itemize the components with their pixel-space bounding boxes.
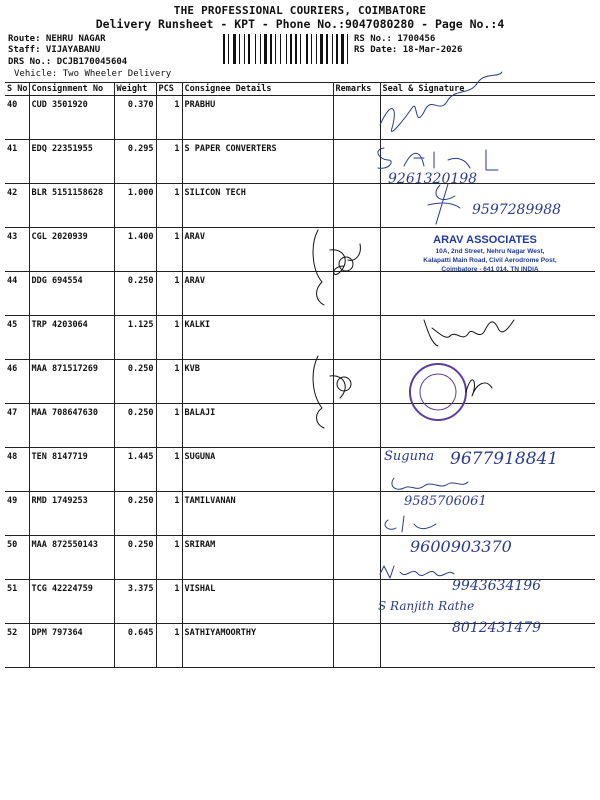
cell-consignment: TRP 4203064 [29, 316, 114, 360]
cell-remarks [333, 272, 380, 316]
phone-row-41: 9261320198 [388, 171, 478, 187]
cell-seal [380, 404, 595, 448]
cell-seal [380, 360, 595, 404]
col-consignment: Consignment No [29, 83, 114, 96]
table-row [5, 316, 595, 360]
cell-weight: 0.250 [114, 492, 156, 536]
phone-row-52: 8012431479 [452, 620, 542, 636]
cell-pcs: 1 [156, 316, 182, 360]
cell-seal [380, 580, 595, 624]
col-remarks: Remarks [333, 83, 380, 96]
runsheet-table [5, 82, 595, 668]
cell-seal [380, 492, 595, 536]
table-row [5, 404, 595, 448]
cell-seal [380, 272, 595, 316]
cell-weight: 1.125 [114, 316, 156, 360]
table-row [5, 624, 595, 668]
cell-consignee: SATHIYAMOORTHY [182, 624, 333, 668]
cell-consignee: PRABHU [182, 96, 333, 140]
cell-weight: 1.000 [114, 184, 156, 228]
rs-number: RS No.: 1700456 [354, 34, 436, 44]
cell-pcs: 1 [156, 580, 182, 624]
cell-remarks [333, 448, 380, 492]
cell-consignee: SRIRAM [182, 536, 333, 580]
cell-weight: 1.445 [114, 448, 156, 492]
col-consignee: Consignee Details [182, 83, 333, 96]
cell-consignment: TEN 8147719 [29, 448, 114, 492]
table-row [5, 272, 595, 316]
cell-pcs: 1 [156, 272, 182, 316]
cell-consignee: KALKI [182, 316, 333, 360]
staff-label: Staff: VIJAYABANU [8, 45, 101, 55]
cell-weight: 0.645 [114, 624, 156, 668]
cell-sno: 41 [5, 140, 29, 184]
phone-row-42: 9597289988 [472, 202, 562, 218]
cell-pcs: 1 [156, 448, 182, 492]
cell-seal [380, 536, 595, 580]
cell-seal [380, 316, 595, 360]
cell-remarks [333, 228, 380, 272]
cell-weight: 0.370 [114, 96, 156, 140]
cell-weight: 0.295 [114, 140, 156, 184]
cell-remarks [333, 624, 380, 668]
cell-pcs: 1 [156, 360, 182, 404]
col-pcs: PCS [156, 83, 182, 96]
cell-consignment: DPM 797364 [29, 624, 114, 668]
cell-weight: 0.250 [114, 404, 156, 448]
cell-pcs: 1 [156, 536, 182, 580]
table-header-row [5, 83, 595, 96]
table-row [5, 492, 595, 536]
cell-consignment: MAA 872550143 [29, 536, 114, 580]
cell-pcs: 1 [156, 228, 182, 272]
stamp-address-line2: Kalapatti Main Road, Civil Aerodrome Post, [423, 257, 557, 264]
cell-seal [380, 184, 595, 228]
cell-seal [380, 96, 595, 140]
cell-remarks [333, 184, 380, 228]
cell-remarks [333, 360, 380, 404]
cell-seal [380, 624, 595, 668]
cell-consignee: ARAV [182, 228, 333, 272]
cell-sno: 52 [5, 624, 29, 668]
phone-row-48: 9677918841 [450, 449, 559, 469]
cell-seal [380, 140, 595, 184]
table-row [5, 184, 595, 228]
stamp-company-name: ARAV ASSOCIATES [433, 234, 537, 246]
cell-consignee: SILICON TECH [182, 184, 333, 228]
cell-remarks [333, 492, 380, 536]
name-row-52: S Ranjith Rathe [378, 599, 475, 613]
cell-consignee: S PAPER CONVERTERS [182, 140, 333, 184]
table-row [5, 448, 595, 492]
cell-sno: 51 [5, 580, 29, 624]
cell-weight: 0.250 [114, 360, 156, 404]
cell-pcs: 1 [156, 96, 182, 140]
stamp-address-line1: 10A, 2nd Street, Nehru Nagar West, [435, 248, 545, 255]
cell-sno: 49 [5, 492, 29, 536]
cell-pcs: 1 [156, 184, 182, 228]
cell-consignment: BLR 5151158628 [29, 184, 114, 228]
cell-consignment: EDQ 22351955 [29, 140, 114, 184]
cell-sno: 40 [5, 96, 29, 140]
cell-consignee: KVB [182, 360, 333, 404]
cell-consignee: VISHAL [182, 580, 333, 624]
col-weight: Weight [114, 83, 156, 96]
stamp-address-line3: Coimbatore - 641 014, TN INDIA [441, 266, 539, 273]
route-label: Route: NEHRU NAGAR [8, 34, 106, 44]
cell-weight: 0.250 [114, 272, 156, 316]
name-row-48: Suguna [384, 449, 435, 464]
cell-consignee: TAMILVANAN [182, 492, 333, 536]
table-row [5, 536, 595, 580]
cell-consignee: ARAV [182, 272, 333, 316]
cell-remarks [333, 536, 380, 580]
cell-remarks [333, 96, 380, 140]
cell-consignment: CGL 2020939 [29, 228, 114, 272]
col-seal-signature: Seal & Signature [380, 83, 595, 96]
cell-pcs: 1 [156, 140, 182, 184]
vehicle-label: Vehicle: Two Wheeler Delivery [14, 69, 172, 79]
phone-row-50: 9600903370 [410, 537, 512, 556]
cell-consignment: TCG 42224759 [29, 580, 114, 624]
cell-sno: 48 [5, 448, 29, 492]
cell-consignment: DDG 694554 [29, 272, 114, 316]
cell-sno: 50 [5, 536, 29, 580]
cell-weight: 3.375 [114, 580, 156, 624]
cell-seal [380, 448, 595, 492]
cell-consignment: CUD 3501920 [29, 96, 114, 140]
table-row [5, 96, 595, 140]
drs-number: DRS No.: DCJB170045604 [8, 57, 128, 67]
cell-sno: 46 [5, 360, 29, 404]
cell-consignment: RMD 1749253 [29, 492, 114, 536]
cell-consignment: MAA 708647630 [29, 404, 114, 448]
runsheet-title: Delivery Runsheet - KPT - Phone No.:9047080280 - Page No.:4 [95, 17, 505, 31]
cell-pcs: 1 [156, 404, 182, 448]
phone-row-49: 9585706061 [404, 494, 487, 509]
cell-sno: 43 [5, 228, 29, 272]
company-title: THE PROFESSIONAL COURIERS, COIMBATORE [173, 4, 427, 17]
cell-sno: 45 [5, 316, 29, 360]
cell-consignment: MAA 871517269 [29, 360, 114, 404]
cell-remarks [333, 140, 380, 184]
cell-weight: 1.400 [114, 228, 156, 272]
cell-sno: 47 [5, 404, 29, 448]
phone-row-51: 9943634196 [452, 578, 542, 594]
table-row [5, 580, 595, 624]
table-row [5, 360, 595, 404]
cell-pcs: 1 [156, 624, 182, 668]
col-sno: S No [7, 84, 28, 94]
table-row [5, 140, 595, 184]
rs-date: RS Date: 18-Mar-2026 [354, 45, 463, 55]
cell-sno: 42 [5, 184, 29, 228]
cell-weight: 0.250 [114, 536, 156, 580]
barcode [223, 34, 349, 64]
cell-remarks [333, 316, 380, 360]
stamp-address [390, 247, 590, 274]
cell-pcs: 1 [156, 492, 182, 536]
cell-remarks [333, 580, 380, 624]
cell-remarks [333, 404, 380, 448]
cell-sno: 44 [5, 272, 29, 316]
cell-consignee: SUGUNA [182, 448, 333, 492]
cell-consignee: BALAJI [182, 404, 333, 448]
